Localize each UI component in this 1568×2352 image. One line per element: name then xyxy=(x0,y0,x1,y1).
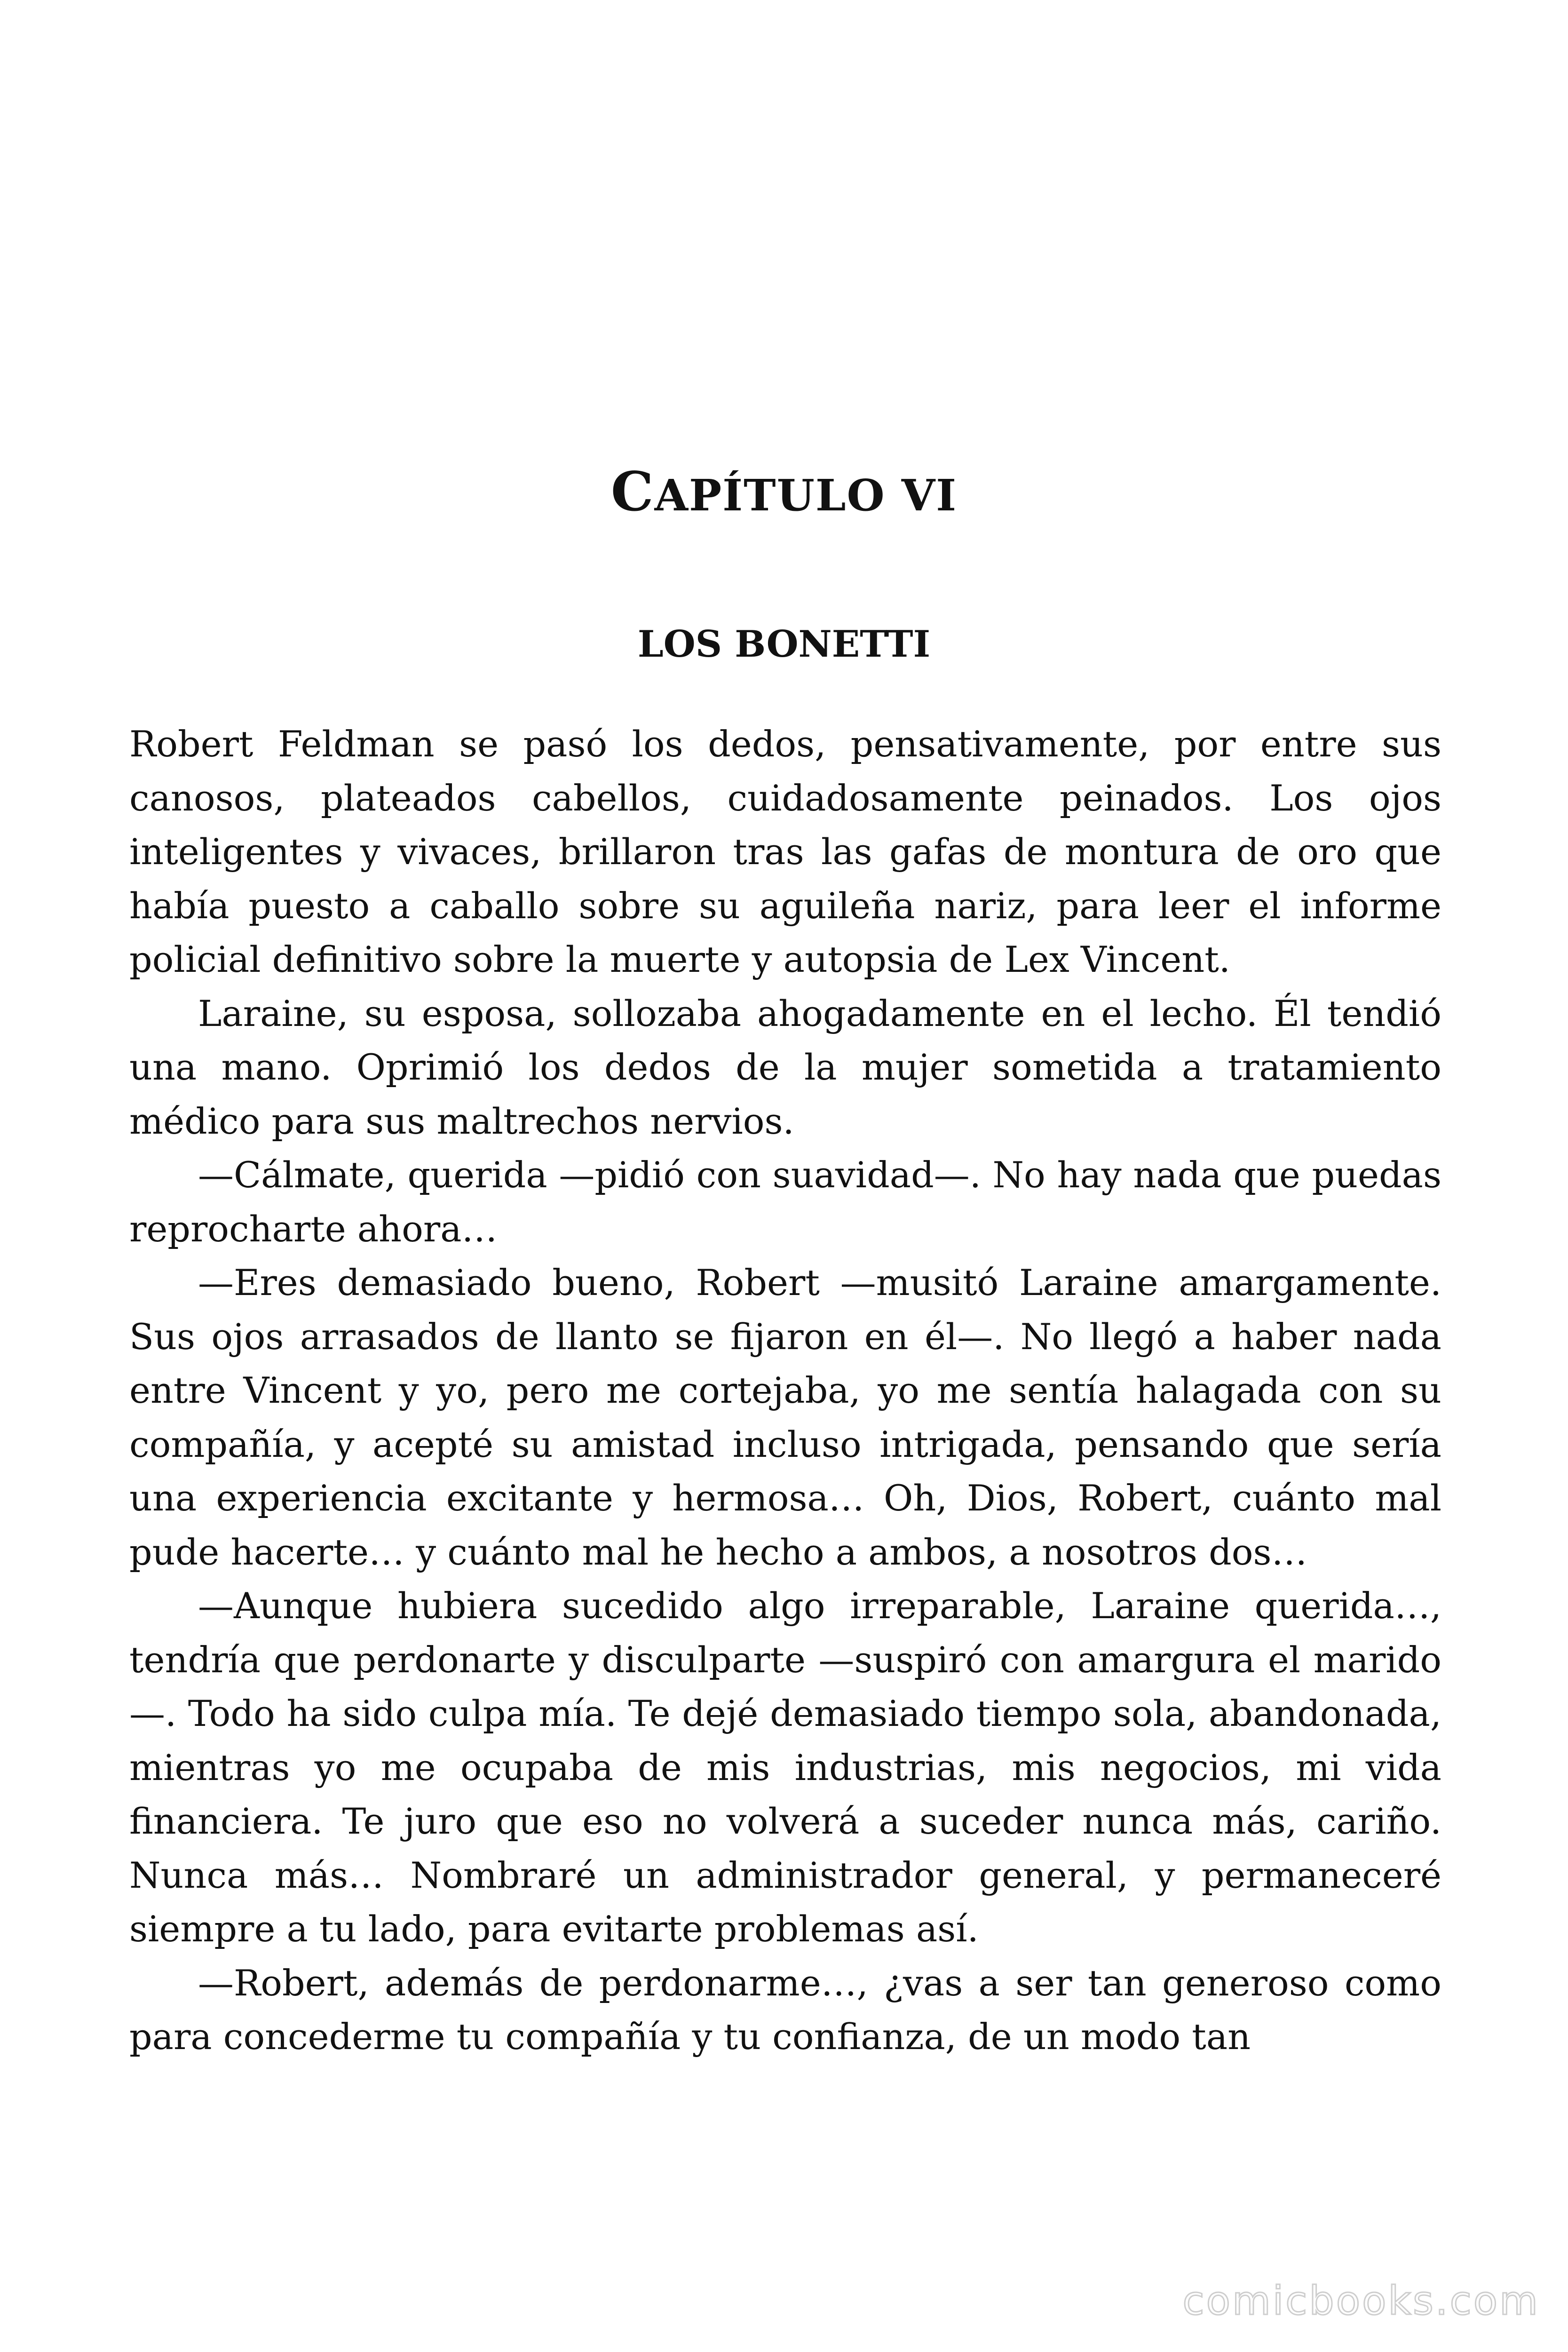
paragraph: —Cálmate, querida —pidió con suavidad—. No hay nada que puedas reprocharte ahora… xyxy=(129,1154,1441,1250)
chapter-title xyxy=(0,459,1568,528)
paragraph: —Eres demasiado bueno, Robert —musitó Laraine amargamente. Sus ojos arrasados de llanto se fijaron en él—. No llegó a haber nada entre Vincent y yo, pero me cortejaba, yo me sentía halagada con su compañía, y acepté su amistad incluso intrigada, pensando que sería una experiencia excitante y hermosa… Oh, Dios, Robert, cuánto mal pude hacerte… y cuánto mal he hecho a ambos, a nosotros dos… xyxy=(129,1262,1441,1573)
paragraph: Robert Feldman se pasó los dedos, pensativamente, por entre sus canosos, plateados cabellos, cuidadosamente peinados. Los ojos inteligentes y vivaces, brillaron tras las gafas de montura de oro que había puesto a caballo sobre su aguileña nariz, para leer el informe policial definitivo sobre la muerte y autopsia de Lex Vincent. xyxy=(129,723,1441,980)
paragraph: —Aunque hubiera sucedido algo irreparable, Laraine querida…, tendría que perdonarte y disculparte —suspiró con amargura el marido—. Todo ha sido culpa mía. Te dejé demasiado tiempo sola, abandonada, mientras yo me ocupaba de mis industrias, mis negocios, mi vida financiera. Te juro que eso no volverá a suceder nunca más, cariño. Nunca más… Nombraré un administrador general, y permaneceré siempre a tu lado, para evitarte problemas así. xyxy=(129,1585,1441,1950)
chapter-body xyxy=(129,717,1441,2064)
watermark: comicbooks.com xyxy=(1182,2278,1540,2324)
paragraph: Laraine, su esposa, sollozaba ahogadamente en el lecho. Él tendió una mano. Oprimió los dedos de la mujer sometida a tratamiento médico para sus maltrechos nervios. xyxy=(129,992,1441,1142)
chapter-title-initial: C xyxy=(610,460,655,523)
paragraph: —Robert, además de perdonarme…, ¿vas a ser tan generoso como para concederme tu compañía y tu confianza, de un modo tan xyxy=(129,1962,1441,2058)
chapter-title-rest: APÍTULO VI xyxy=(654,470,958,521)
chapter-subtitle: LOS BONETTI xyxy=(637,623,931,666)
